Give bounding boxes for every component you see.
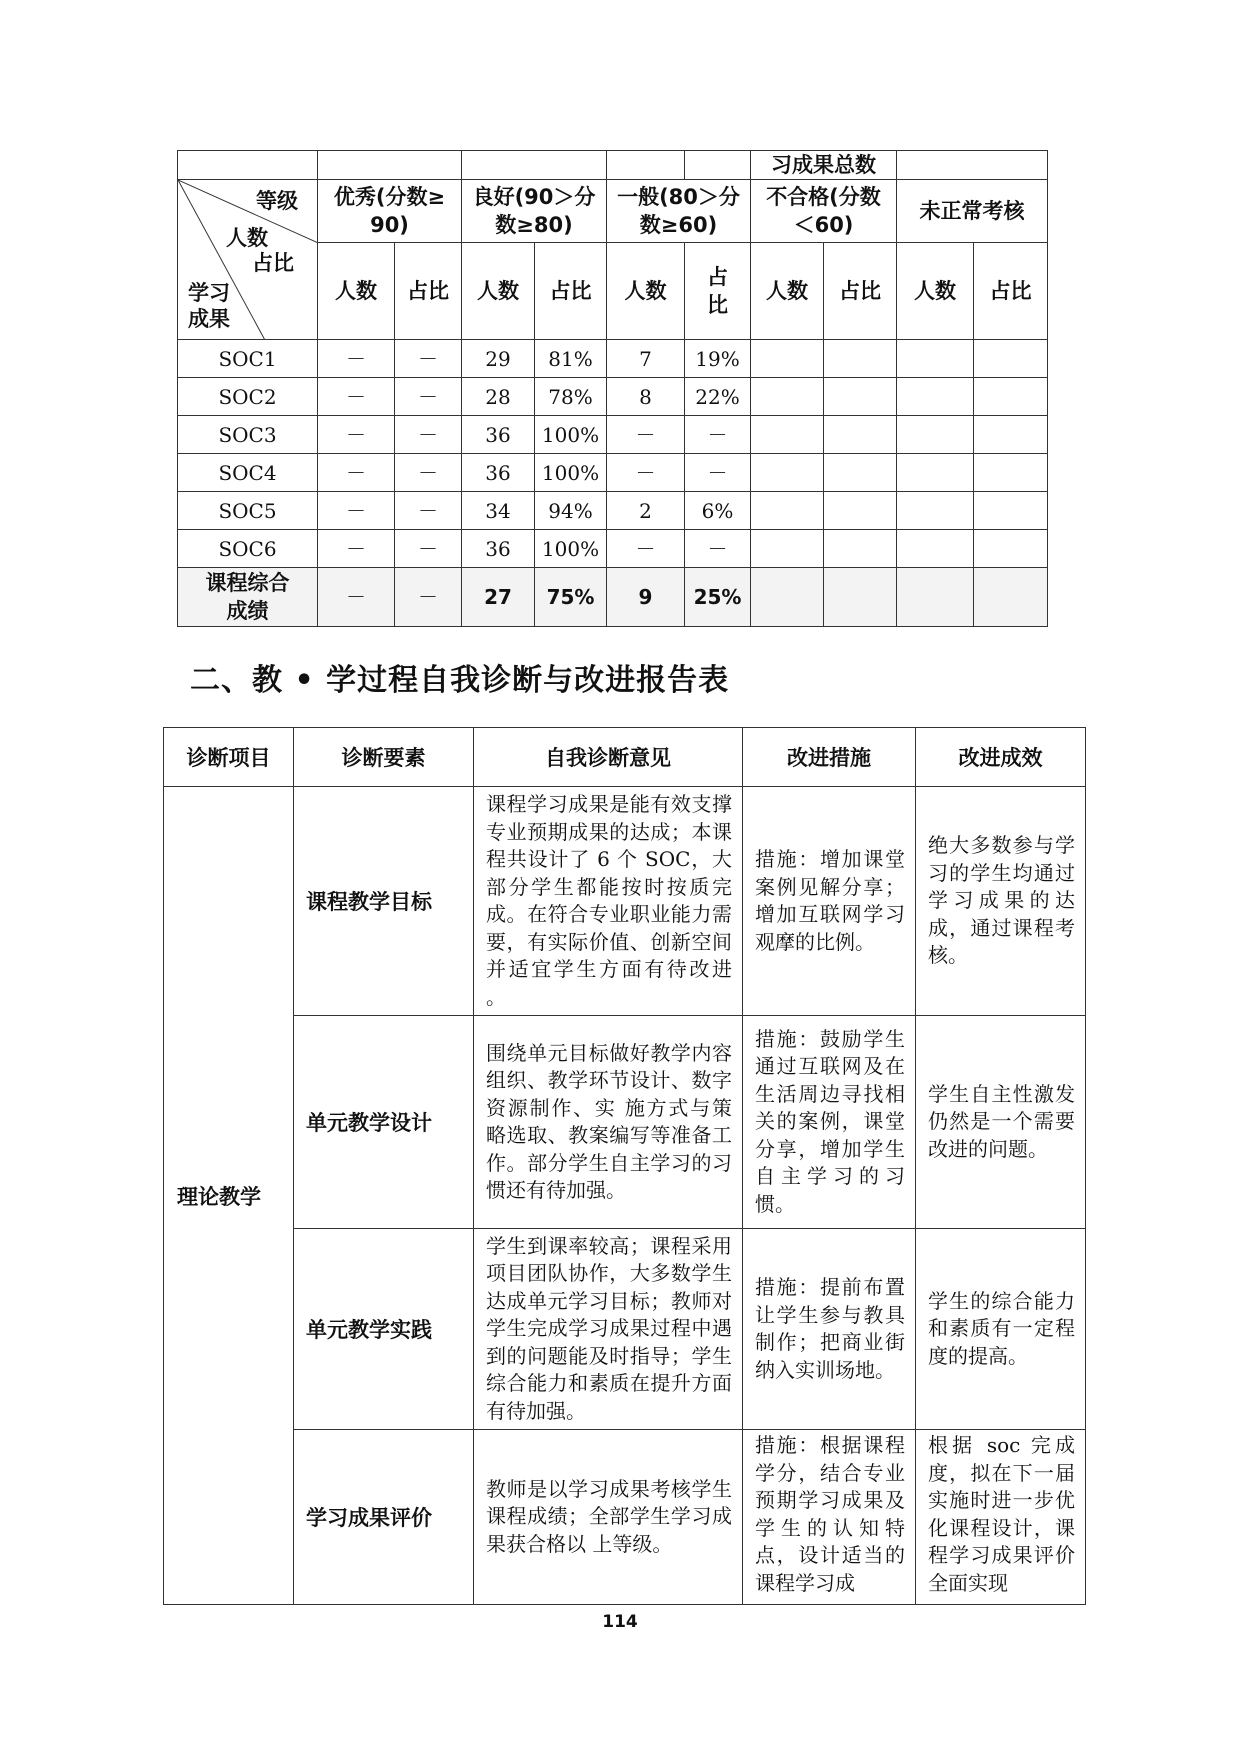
outcome-stats-table xyxy=(177,150,1048,627)
table-cell: － xyxy=(318,530,395,568)
table-cell: 9 xyxy=(607,568,685,627)
grade-label-line: 数≥80) xyxy=(495,213,573,237)
table-cell xyxy=(824,340,897,378)
table-cell xyxy=(178,151,318,180)
corner-count-label: 人数 xyxy=(226,226,268,250)
soc-name-cell: SOC1 xyxy=(178,340,318,378)
element-cell: 单元教学设计 xyxy=(294,1016,474,1229)
table-cell: 81% xyxy=(535,340,607,378)
sub-header-ratio: 占比 xyxy=(974,243,1048,340)
element-cell: 单元教学实践 xyxy=(294,1229,474,1430)
table-cell: 习成果总数 xyxy=(751,151,897,180)
sub-header-ratio-split xyxy=(685,243,751,340)
table-cell: 78% xyxy=(535,378,607,416)
table-cell xyxy=(897,492,974,530)
category-cell: 理论教学 xyxy=(164,787,294,1605)
corner-outcome-label-1: 学习 xyxy=(188,281,230,305)
table-cell xyxy=(751,530,824,568)
table-cell xyxy=(974,492,1048,530)
table-cell xyxy=(974,568,1048,627)
table-cell: 6% xyxy=(685,492,751,530)
grade-label-line: ＜60) xyxy=(793,213,854,237)
table-row xyxy=(164,787,1086,1016)
table-cell: 100% xyxy=(535,454,607,492)
table-cell xyxy=(897,416,974,454)
table-cell xyxy=(751,378,824,416)
soc-name-cell: SOC4 xyxy=(178,454,318,492)
table-cell: 8 xyxy=(607,378,685,416)
effect-cell: 根据 soc 完成度，拟在下一届实施时进一步优化课程设计，课程学习成果评价全面实现 xyxy=(916,1430,1086,1605)
table-cell: 100% xyxy=(535,530,607,568)
opinion-cell: 教师是以学习成果考核学生课程成绩；全部学生学习成果获合格以 上等级。 xyxy=(474,1430,743,1605)
grade-label-line: 90) xyxy=(370,213,409,237)
outcome-rows xyxy=(178,340,1048,568)
table-cell xyxy=(974,530,1048,568)
total-row-label xyxy=(178,568,318,627)
element-cell: 课程教学目标 xyxy=(294,787,474,1016)
total-label-line: 课程综合 xyxy=(205,571,290,595)
table-row xyxy=(178,416,1048,454)
table-cell xyxy=(751,454,824,492)
table-cell xyxy=(751,416,824,454)
table-cell: － xyxy=(685,416,751,454)
table-cell: 36 xyxy=(462,530,535,568)
table-cell: 7 xyxy=(607,340,685,378)
table-cell: － xyxy=(395,340,462,378)
table-row xyxy=(178,180,1048,243)
header-diagnosis-item: 诊断项目 xyxy=(164,728,294,787)
table-cell xyxy=(751,340,824,378)
sub-header-ratio: 占比 xyxy=(824,243,897,340)
table-cell xyxy=(897,340,974,378)
opinion-cell: 学生到课率较高；课程采用项目团队协作，大多数学生达成单元学习目标；教师对学生完成学习成果过程中遇到的问题能及时指导；学生综合能力和素质在提升方面有待加强。 xyxy=(474,1229,743,1430)
sub-header-count: 人数 xyxy=(897,243,974,340)
table-cell xyxy=(751,568,824,627)
table-cell: － xyxy=(607,530,685,568)
measures-cell: 措施：鼓励学生通过互联网及在生活周边寻找相关的案例，课堂分享，增加学生自主学习的习惯。 xyxy=(743,1016,916,1229)
table-row xyxy=(178,492,1048,530)
table-cell xyxy=(974,416,1048,454)
table-cell: 75% xyxy=(535,568,607,627)
diagnosis-table xyxy=(163,727,1086,1605)
grade-header-not-assessed: 未正常考核 xyxy=(897,180,1048,243)
table-cell xyxy=(897,530,974,568)
opinion-cell: 课程学习成果是能有效支撑专业预期成果的达成；本课程共设计了 6 个 SOC，大部分学生都能按时按质完成。在符合专业职业能力需要，有实际价值、创新空间并适宜学生方面有待改进 。 xyxy=(474,787,743,1016)
total-row xyxy=(178,568,1048,627)
corner-outcome-label-2: 成果 xyxy=(188,307,230,331)
table-cell xyxy=(974,454,1048,492)
table-cell: － xyxy=(318,454,395,492)
table-cell xyxy=(897,454,974,492)
soc-name-cell: SOC6 xyxy=(178,530,318,568)
table-cell: － xyxy=(395,416,462,454)
table-row xyxy=(178,340,1048,378)
effect-cell: 学生的综合能力和素质有一定程度的提高。 xyxy=(916,1229,1086,1430)
grade-header-fail xyxy=(751,180,897,243)
element-cell: 学习成果评价 xyxy=(294,1430,474,1605)
table-cell: 29 xyxy=(462,340,535,378)
diagonal-header-cell xyxy=(178,180,318,340)
table-cell: 19% xyxy=(685,340,751,378)
table-cell: 36 xyxy=(462,416,535,454)
grade-label-line: 不合格(分数 xyxy=(766,185,881,209)
table-cell xyxy=(607,151,685,180)
table-cell: － xyxy=(318,416,395,454)
total-label-line: 成绩 xyxy=(226,599,269,623)
table-header-row xyxy=(164,728,1086,787)
header-self-diagnosis: 自我诊断意见 xyxy=(474,728,743,787)
table-row xyxy=(164,1016,1086,1229)
table-cell: － xyxy=(318,378,395,416)
table-cell: － xyxy=(685,530,751,568)
table-cell: 100% xyxy=(535,416,607,454)
table-cell: － xyxy=(607,454,685,492)
sub-header-ratio-line: 比 xyxy=(707,293,728,317)
table-cell xyxy=(824,530,897,568)
sub-header-count: 人数 xyxy=(462,243,535,340)
page-number: 114 xyxy=(602,1612,638,1632)
table-cell: 22% xyxy=(685,378,751,416)
table-cell: － xyxy=(395,568,462,627)
soc-name-cell: SOC3 xyxy=(178,416,318,454)
grade-label-line: 数≥60) xyxy=(639,213,718,237)
table-cell xyxy=(897,568,974,627)
sub-header-ratio-line: 占 xyxy=(707,265,728,289)
sub-header-ratio: 占比 xyxy=(395,243,462,340)
table-row xyxy=(178,454,1048,492)
header-diagnosis-element: 诊断要素 xyxy=(294,728,474,787)
soc-name-cell: SOC5 xyxy=(178,492,318,530)
grade-label-line: 良好(90＞分 xyxy=(472,185,596,209)
grade-header-good xyxy=(462,180,607,243)
grade-label-line: 优秀(分数≥ xyxy=(333,185,446,209)
table-cell: － xyxy=(685,454,751,492)
table-cell xyxy=(974,340,1048,378)
table-cell: 94% xyxy=(535,492,607,530)
table-row xyxy=(164,1229,1086,1430)
table-cell xyxy=(824,492,897,530)
measures-cell: 措施：提前布置让学生参与教具制作；把商业街纳入实训场地。 xyxy=(743,1229,916,1430)
table-cell: － xyxy=(318,340,395,378)
table-cell xyxy=(824,568,897,627)
table-cell xyxy=(824,454,897,492)
grade-header-excellent xyxy=(318,180,462,243)
table-cell xyxy=(974,378,1048,416)
table-cell: 34 xyxy=(462,492,535,530)
table-row xyxy=(178,530,1048,568)
table-cell xyxy=(897,378,974,416)
sub-header-count: 人数 xyxy=(751,243,824,340)
table-cell: － xyxy=(395,530,462,568)
table-cell: － xyxy=(607,416,685,454)
table-cell: 36 xyxy=(462,454,535,492)
table-cell xyxy=(751,492,824,530)
sub-header-count: 人数 xyxy=(607,243,685,340)
corner-grade-label: 等级 xyxy=(256,189,298,213)
measures-cell: 措施：根据课程学分，结合专业预期学习成果及学生的认知特点，设计适当的课程学习成 xyxy=(743,1430,916,1605)
table-cell xyxy=(462,151,607,180)
table-cell: － xyxy=(318,568,395,627)
section-title: 二、教 • 学过程自我诊断与改进报告表 xyxy=(190,663,730,698)
table-cell: 27 xyxy=(462,568,535,627)
table-cell: － xyxy=(395,378,462,416)
soc-name-cell: SOC2 xyxy=(178,378,318,416)
table-cell: 28 xyxy=(462,378,535,416)
sub-header-ratio: 占比 xyxy=(535,243,607,340)
opinion-cell: 围绕单元目标做好教学内容组织、教学环节设计、数字资源制作、实 施方式与策略选取、教案编写等准备工作。部分学生自主学习的习惯还有待加强。 xyxy=(474,1016,743,1229)
table-cell: 2 xyxy=(607,492,685,530)
table-cell xyxy=(824,378,897,416)
header-effect: 改进成效 xyxy=(916,728,1086,787)
sub-header-count: 人数 xyxy=(318,243,395,340)
table-cell xyxy=(824,416,897,454)
grade-label-line: 一般(80＞分 xyxy=(617,185,740,209)
table-row xyxy=(178,151,1048,180)
table-cell: 25% xyxy=(685,568,751,627)
measures-cell: 措施：增加课堂案例见解分享；增加互联网学习观摩的比例。 xyxy=(743,787,916,1016)
effect-cell: 绝大多数参与学习的学生均通过学习成果的达成，通过课程考核。 xyxy=(916,787,1086,1016)
table-cell xyxy=(318,151,462,180)
table-row xyxy=(178,378,1048,416)
table-cell: － xyxy=(395,492,462,530)
table-cell: － xyxy=(395,454,462,492)
header-measures: 改进措施 xyxy=(743,728,916,787)
table-cell xyxy=(685,151,751,180)
table-cell xyxy=(897,151,1048,180)
corner-ratio-label: 占比 xyxy=(252,251,294,275)
grade-header-average xyxy=(607,180,751,243)
table-cell: － xyxy=(318,492,395,530)
table-row xyxy=(164,1430,1086,1605)
effect-cell: 学生自主性激发仍然是一个需要改进的问题。 xyxy=(916,1016,1086,1229)
